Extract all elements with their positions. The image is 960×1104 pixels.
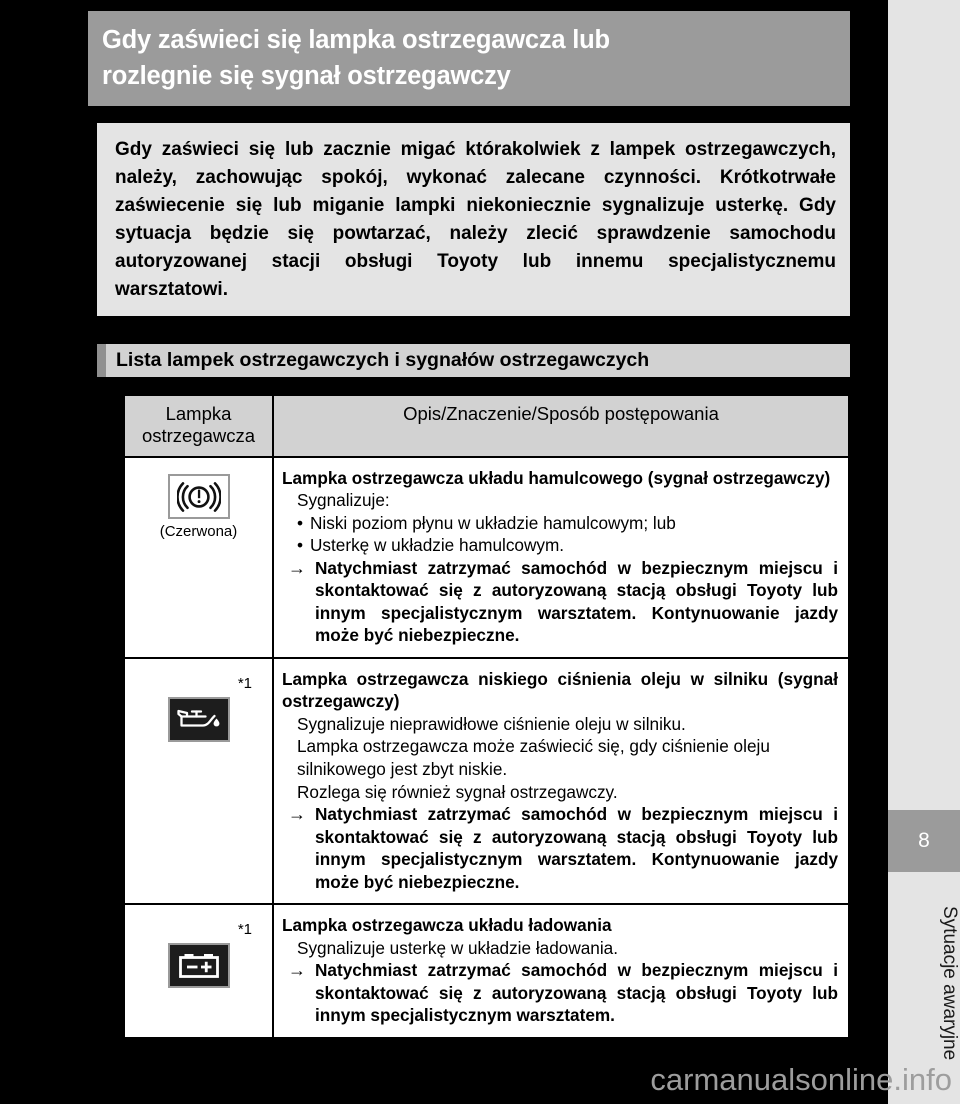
lamp-title: Lampka ostrzegawcza układu ładowania bbox=[282, 915, 612, 936]
icon-wrapper bbox=[125, 905, 272, 1005]
lamp-title: Lampka ostrzegawcza układu hamulcowego (sygnał ostrzegawczy) bbox=[282, 467, 831, 488]
chapter-title-line-2: rozlegnie się sygnał ostrzegawczy bbox=[102, 62, 511, 91]
section-heading-text: Lista lampek ostrzegawczych i sygnałów ostrzegawczych bbox=[116, 348, 650, 371]
description-cell bbox=[273, 658, 849, 904]
column-header-description: Opis/Znaczenie/Sposób postępowania bbox=[273, 395, 849, 457]
column-header-lamp-line2: ostrzegawcza bbox=[141, 425, 256, 447]
icon-wrapper bbox=[125, 458, 272, 558]
chapter-title-line-1: Gdy zaświeci się lampka ostrzegawcza lub bbox=[102, 26, 610, 54]
lamp-bullet bbox=[282, 512, 838, 535]
footnote-marker: *1 bbox=[237, 921, 252, 939]
table-row bbox=[124, 904, 849, 1038]
chapter-side-rail bbox=[888, 0, 960, 1104]
lamp-bullet bbox=[282, 534, 838, 557]
table-header-row bbox=[124, 395, 849, 457]
lamp-title: Lampka ostrzegawcza niskiego ciśnienia oleju w silniku (sygnał ostrzegawczy) bbox=[282, 668, 838, 712]
arrow-right-icon: → bbox=[288, 557, 306, 578]
column-header-lamp bbox=[124, 395, 273, 457]
lamp-bullet-text: Niski poziom płynu w układzie hamulcowym; lub bbox=[310, 512, 676, 533]
lamp-action-text: Natychmiast zatrzymać samochód w bezpiecznym miejscu i skontaktować się z autoryzowaną stacją obsługi Toyoty lub innym specjalistycznym warsztatem. Kontynuowanie jazdy może być niebezpieczne. bbox=[315, 557, 838, 646]
page-content-column bbox=[88, 0, 858, 1039]
lamp-detail-line: Lampka ostrzegawcza może zaświecić się, gdy ciśnienie oleju silnikowego jest zbyt niskie. bbox=[297, 736, 770, 779]
intro-note-text: Gdy zaświeci się lub zacznie migać którakolwiek z lampek ostrzegawczych, należy, zachowując spokój, wykonać zalecane czynności. Krótkotrwałe zaświecenie się lub miganie lampki niekoniecznie sygnalizuje usterkę. Gdy sytuacja będzie się powtarzać, należy zlecić sprawdzenie samochodu autoryzowanej stacji obsługi Toyoty lub innemu specjalistycznemu warsztatowi. bbox=[115, 139, 836, 301]
lamp-detail-line: Sygnalizuje: bbox=[297, 490, 390, 511]
section-accent-bar bbox=[97, 344, 106, 377]
description-cell bbox=[273, 904, 849, 1038]
watermark-text: carmanualsonline.info bbox=[650, 1062, 952, 1097]
lamp-action bbox=[282, 557, 838, 647]
brake-warning-icon bbox=[168, 474, 230, 519]
table-row bbox=[124, 457, 849, 658]
section-heading-bar bbox=[97, 344, 850, 377]
icon-cell bbox=[124, 658, 273, 904]
site-watermark bbox=[0, 1056, 960, 1104]
icon-wrapper bbox=[125, 659, 272, 759]
arrow-right-icon: → bbox=[288, 804, 306, 825]
table-row bbox=[124, 658, 849, 904]
lamp-detail-line: Rozlega się również sygnał ostrzegawczy. bbox=[297, 781, 618, 802]
table-head bbox=[124, 395, 849, 457]
table-body bbox=[124, 457, 849, 1038]
warning-lamps-table bbox=[123, 394, 850, 1039]
lamp-action bbox=[282, 959, 838, 1027]
lamp-action bbox=[282, 803, 838, 893]
chapter-name-vertical: Sytuacje awaryjne bbox=[939, 905, 960, 1061]
footnote-marker: *1 bbox=[237, 674, 252, 692]
battery-charging-system-icon bbox=[168, 943, 230, 988]
intro-note-box bbox=[97, 123, 850, 315]
lamp-detail-line: Sygnalizuje nieprawidłowe ciśnienie oleju w silniku. bbox=[297, 713, 686, 734]
engine-oil-pressure-icon bbox=[168, 697, 230, 742]
lamp-action-text: Natychmiast zatrzymać samochód w bezpiecznym miejscu i skontaktować się z autoryzowaną stacją obsługi Toyoty lub innym specjalistycznym warsztatem. Kontynuowanie jazdy może być niebezpieczne. bbox=[315, 804, 838, 892]
icon-cell bbox=[124, 904, 273, 1038]
icon-cell bbox=[124, 457, 273, 658]
chapter-number-badge: 8 bbox=[888, 810, 960, 872]
lamp-detail-line: Sygnalizuje usterkę w układzie ładowania. bbox=[297, 937, 619, 958]
chapter-title-banner bbox=[88, 11, 850, 106]
lamp-action-text: Natychmiast zatrzymać samochód w bezpiecznym miejscu i skontaktować się z autoryzowaną stacją obsługi Toyoty lub innym specjalistycznym warsztatem. bbox=[315, 960, 838, 1026]
arrow-right-icon: → bbox=[288, 960, 306, 981]
description-cell bbox=[273, 457, 849, 658]
icon-caption: (Czerwona) bbox=[159, 523, 238, 541]
column-header-lamp-line1: Lampka bbox=[165, 402, 232, 424]
lamp-bullet-text: Usterkę w układzie hamulcowym. bbox=[310, 535, 565, 556]
